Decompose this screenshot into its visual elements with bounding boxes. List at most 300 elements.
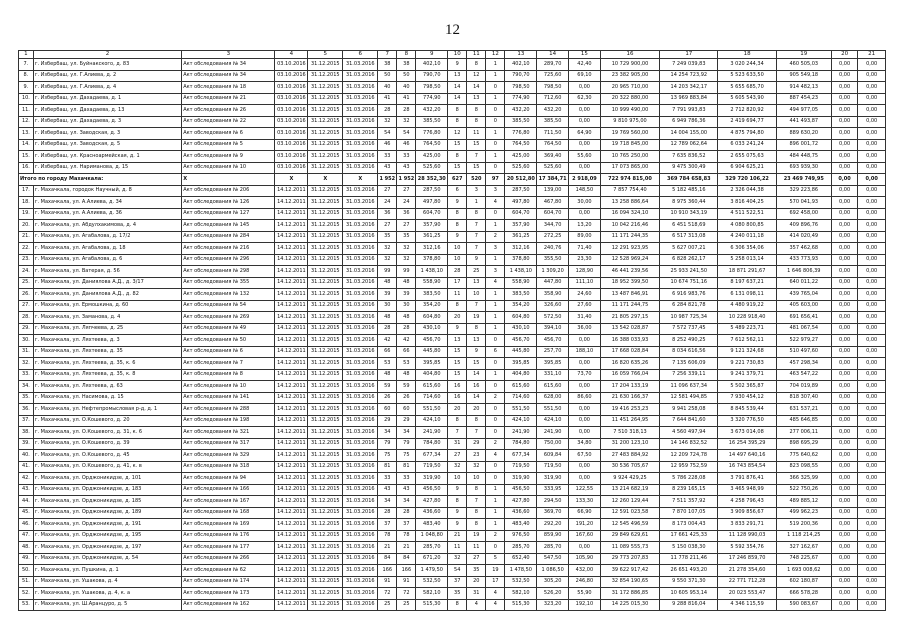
table-cell: 20 512,80 <box>505 174 537 186</box>
table-cell: 887 454,23 <box>776 93 831 105</box>
table-cell: 0,00 <box>858 438 886 450</box>
table-cell: 719,50 <box>416 461 448 473</box>
table-cell: 15 <box>467 162 486 174</box>
table-cell: 24,60 <box>569 289 601 301</box>
table-cell: 49. <box>19 553 34 565</box>
table-cell: 32. <box>19 358 34 370</box>
table-cell: 39 622 917,42 <box>600 565 659 577</box>
table-cell: 10 042 216,46 <box>600 220 659 232</box>
table-cell: 64,90 <box>569 128 601 140</box>
table-cell: 1 <box>486 484 505 496</box>
table-cell: 31.03.2016 <box>343 105 378 117</box>
table-cell: 776,80 <box>416 128 448 140</box>
table-cell: 570 041,93 <box>776 197 831 209</box>
table-cell: 558,90 <box>416 277 448 289</box>
table-row <box>19 346 886 358</box>
table-cell: 32 <box>467 461 486 473</box>
table-cell: 31.03.2016 <box>343 128 378 140</box>
table-cell: 0,00 <box>831 519 857 531</box>
table-cell: 0,00 <box>831 128 857 140</box>
table-cell: 31.03.2016 <box>343 93 378 105</box>
table-cell: Акт обследования № 174 <box>182 576 275 588</box>
table-cell: 9 924 429,25 <box>600 473 659 485</box>
table-cell: 27 <box>378 185 397 197</box>
table-cell: 27 483 884,92 <box>600 450 659 462</box>
table-cell: 0,00 <box>831 553 857 565</box>
table-cell: 11 128 990,03 <box>718 530 776 542</box>
table-cell: 0,00 <box>858 335 886 347</box>
table-cell: Акт обследования № 145 <box>182 220 275 232</box>
table-row <box>19 93 886 105</box>
table-cell: 402,10 <box>505 59 537 71</box>
table-cell: 40 <box>378 82 397 94</box>
table-cell: 0,00 <box>858 162 886 174</box>
table-cell: 4 <box>486 197 505 209</box>
table-cell: 14.12.2011 <box>275 427 308 439</box>
table-cell: 31.03.2016 <box>343 392 378 404</box>
table-cell: 976,50 <box>505 530 537 542</box>
table-cell: 4 <box>486 277 505 289</box>
table-cell: 292,20 <box>537 519 569 531</box>
table-cell: 21 278 354,60 <box>718 565 776 577</box>
table-cell: 5 786 228,08 <box>660 473 718 485</box>
table-cell: 0,00 <box>858 208 886 220</box>
table-cell: 4 258 796,43 <box>718 496 776 508</box>
table-cell: 14.12.2011 <box>275 346 308 358</box>
table-cell: 483,40 <box>505 519 537 531</box>
table-cell: 21 630 166,37 <box>600 392 659 404</box>
table-cell: 17 384,71 <box>537 174 569 186</box>
table-cell: 329 720 106,22 <box>718 174 776 186</box>
table-cell: 30,00 <box>569 197 601 209</box>
table-cell: г. Махачкала, ул. Агабалова, д. 17/2 <box>33 231 181 243</box>
table-cell: 48. <box>19 542 34 554</box>
table-cell: 31.03.2016 <box>343 231 378 243</box>
table-cell: 31.12.2015 <box>308 404 343 416</box>
table-cell: 31.03.2016 <box>343 599 378 611</box>
table-cell: 03.10.2016 <box>275 139 308 151</box>
table-cell: 46 441 239,56 <box>600 266 659 278</box>
table-cell: 331,10 <box>537 369 569 381</box>
table-cell: 414 020,49 <box>776 231 831 243</box>
table-cell: 20 965 710,00 <box>600 82 659 94</box>
table-cell: 294,50 <box>537 496 569 508</box>
table-cell: 60 <box>378 404 397 416</box>
table-cell: г. Махачкала, ул. О.Кошевого, д. 31, к. 6 <box>33 427 181 439</box>
table-cell: 31.03.2016 <box>343 438 378 450</box>
table-cell: Акт обследования № 6 <box>182 128 275 140</box>
table-cell: 28 <box>397 105 416 117</box>
table-cell: 11 096 637,34 <box>660 381 718 393</box>
table-cell: Акт обследования № 9 <box>182 151 275 163</box>
table-cell: 0,00 <box>831 300 857 312</box>
table-cell: 42 <box>378 335 397 347</box>
table-cell: 898 695,29 <box>776 438 831 450</box>
table-cell: 34,80 <box>569 438 601 450</box>
table-cell: 31.12.2015 <box>308 151 343 163</box>
table-cell: 0,00 <box>858 82 886 94</box>
table-cell: 12 291 923,95 <box>600 243 659 255</box>
table-cell: 03.10.2016 <box>275 70 308 82</box>
table-cell: 604,80 <box>505 312 537 324</box>
table-cell: 7 870 107,05 <box>660 507 718 519</box>
table-cell: 432,00 <box>569 565 601 577</box>
table-cell: 5 592 354,76 <box>718 542 776 554</box>
table-cell: 31.03.2016 <box>343 588 378 600</box>
table-cell: 14 254 723,92 <box>660 70 718 82</box>
table-row <box>19 369 886 381</box>
table-cell: 43 <box>397 162 416 174</box>
table-cell: 0,00 <box>858 565 886 577</box>
table-cell: 677,34 <box>505 450 537 462</box>
table-cell: 4 346 115,59 <box>718 599 776 611</box>
table-cell: 22. <box>19 243 34 255</box>
table-cell: 439 765,04 <box>776 289 831 301</box>
table-cell: 9 <box>448 484 467 496</box>
table-cell: 0,00 <box>858 59 886 71</box>
table-cell: 515,30 <box>505 599 537 611</box>
table-cell: 5 258 013,14 <box>718 254 776 266</box>
table-cell: 17 <box>486 576 505 588</box>
table-cell: 37 <box>448 576 467 588</box>
table-cell: 430,10 <box>505 323 537 335</box>
table-cell: 0,00 <box>858 381 886 393</box>
table-cell: 0,00 <box>858 530 886 542</box>
table-cell: 0,00 <box>858 369 886 381</box>
table-cell: 8 <box>467 507 486 519</box>
column-number: 20 <box>831 51 857 59</box>
table-cell: 31.12.2015 <box>308 473 343 485</box>
table-row <box>19 162 886 174</box>
table-cell: 666 578,28 <box>776 588 831 600</box>
table-cell: 31.03.2016 <box>343 473 378 485</box>
table-cell: 31.12.2015 <box>308 82 343 94</box>
table-cell: 31.03.2016 <box>343 484 378 496</box>
table-cell: 0,00 <box>831 565 857 577</box>
table-cell: Акт обследования № 296 <box>182 254 275 266</box>
table-cell: 9 <box>448 507 467 519</box>
table-cell: 19 <box>467 530 486 542</box>
table-cell: г. Избербаш, ул. Заводская, д. 3 <box>33 128 181 140</box>
table-cell: 14.12.2011 <box>275 266 308 278</box>
table-cell: 18. <box>19 197 34 209</box>
table-cell: 31.03.2016 <box>343 254 378 266</box>
table-cell: 627 <box>448 174 467 186</box>
table-cell: 3 909 856,67 <box>718 507 776 519</box>
table-cell: 42. <box>19 473 34 485</box>
table-cell: 510 497,60 <box>776 346 831 358</box>
table-cell: 28 <box>378 105 397 117</box>
table-cell: 32 <box>378 243 397 255</box>
table-cell: г. Махачкала, ул. О.Кошевого, д. 41, к. в <box>33 461 181 473</box>
table-cell: 0,00 <box>858 220 886 232</box>
table-cell: 7 <box>467 496 486 508</box>
table-cell: Акт обследования № 177 <box>182 542 275 554</box>
table-cell: 31.12.2015 <box>308 220 343 232</box>
table-cell: 9 221 730,83 <box>718 358 776 370</box>
table-cell: 54 <box>397 128 416 140</box>
table-cell: 59 <box>397 381 416 393</box>
table-cell: 590 083,67 <box>776 599 831 611</box>
table-cell: 5 182 485,16 <box>660 185 718 197</box>
table-cell: 240,76 <box>537 243 569 255</box>
table-cell: 31.12.2015 <box>308 530 343 542</box>
table-cell: 0,00 <box>831 254 857 266</box>
column-number: 1 <box>19 51 34 59</box>
table-cell: 31.12.2015 <box>308 427 343 439</box>
table-cell: 14.12.2011 <box>275 243 308 255</box>
table-cell: г. Махачкала, ул. Орджоникидзе, д. 197 <box>33 542 181 554</box>
table-cell: 0,00 <box>858 496 886 508</box>
table-cell: 3 465 948,99 <box>718 484 776 496</box>
table-cell: 0 <box>486 335 505 347</box>
table-cell: 9 <box>448 519 467 531</box>
table-cell: 432,20 <box>416 105 448 117</box>
table-cell: 366 325,99 <box>776 473 831 485</box>
table-cell: 0,00 <box>831 151 857 163</box>
table-cell: 558,90 <box>505 277 537 289</box>
table-cell: г. Махачкала, ул. Ватерая, д. 56 <box>33 266 181 278</box>
table-cell: 483,40 <box>416 519 448 531</box>
table-cell: 0,00 <box>831 277 857 289</box>
table-cell: 30 <box>378 300 397 312</box>
table-row <box>19 70 886 82</box>
table-cell: 7 256 339,11 <box>660 369 718 381</box>
table-cell: 99 <box>397 266 416 278</box>
table-cell: 31.12.2015 <box>308 369 343 381</box>
table-cell: 395,85 <box>505 358 537 370</box>
table-row <box>19 312 886 324</box>
table-cell: 1 309,20 <box>537 266 569 278</box>
total-row <box>19 174 886 186</box>
table-cell: 859,90 <box>537 530 569 542</box>
table-cell: 0,00 <box>831 450 857 462</box>
table-cell: 15 <box>467 139 486 151</box>
table-cell: 31.12.2015 <box>308 93 343 105</box>
table-cell: X <box>308 174 343 186</box>
table-cell: 29 <box>397 415 416 427</box>
table-cell: 0,00 <box>569 82 601 94</box>
table-cell: 9 <box>467 254 486 266</box>
table-cell: 489 885,12 <box>776 496 831 508</box>
table-cell: 9 <box>448 59 467 71</box>
table-cell: г. Махачкала, ул. Орджоникидзе, д. 101 <box>33 473 181 485</box>
table-cell: X <box>275 174 308 186</box>
table-cell: 0,00 <box>569 404 601 416</box>
table-cell: 7 511 357,92 <box>660 496 718 508</box>
table-cell: 0,00 <box>831 599 857 611</box>
table-cell: 652,40 <box>505 553 537 565</box>
table-cell: 16 388 033,93 <box>600 335 659 347</box>
table-cell: 2 419 694,77 <box>718 116 776 128</box>
table-cell: 31.03.2016 <box>343 151 378 163</box>
table-cell: 383,50 <box>505 289 537 301</box>
table-cell: 460 505,03 <box>776 59 831 71</box>
column-number: 11 <box>467 51 486 59</box>
table-cell: 12 <box>467 70 486 82</box>
table-cell: 14 225 015,30 <box>600 599 659 611</box>
table-cell: 896 001,72 <box>776 139 831 151</box>
table-cell: 38 <box>378 59 397 71</box>
table-cell: г. Махачкала, ул. Орджоникидзе, д. 195 <box>33 530 181 542</box>
table-cell: 10 <box>467 473 486 485</box>
table-cell: 42,40 <box>569 59 601 71</box>
table-cell: 31.03.2016 <box>343 496 378 508</box>
table-cell: 572,50 <box>537 312 569 324</box>
table-cell: 1 <box>486 70 505 82</box>
table-cell: 463 547,22 <box>776 369 831 381</box>
table-cell: 378,80 <box>505 254 537 266</box>
table-cell: 532,50 <box>416 576 448 588</box>
table-cell: 1 438,10 <box>416 266 448 278</box>
table-cell: 719,50 <box>505 461 537 473</box>
table-row <box>19 300 886 312</box>
table-cell: 1 693 008,62 <box>776 565 831 577</box>
table-cell: 441 493,87 <box>776 116 831 128</box>
table-cell: 31.03.2016 <box>343 369 378 381</box>
table-cell: 31.03.2016 <box>343 59 378 71</box>
table-cell: 1 <box>486 519 505 531</box>
table-cell: 31.03.2016 <box>343 300 378 312</box>
table-cell: г. Махачкала, ул. Ермошкина, д. 60 <box>33 300 181 312</box>
table-cell: 7 572 737,45 <box>660 323 718 335</box>
table-cell: 6 517 313,08 <box>660 231 718 243</box>
table-cell: 16. <box>19 162 34 174</box>
table-cell: Акт обследования № 132 <box>182 289 275 301</box>
table-cell: 6 131 098,11 <box>718 289 776 301</box>
table-cell: г. Махачкала, ул. Даниялова А.Д., д. 3/17 <box>33 277 181 289</box>
table-cell: 26 651 493,20 <box>660 565 718 577</box>
table-cell: 13 <box>467 335 486 347</box>
table-row <box>19 59 886 71</box>
table-cell: 20 023 553,47 <box>718 588 776 600</box>
table-cell: 20 322 880,00 <box>600 93 659 105</box>
table-cell: 21 <box>378 542 397 554</box>
table-cell: 86,60 <box>569 392 601 404</box>
table-cell: 8 <box>467 116 486 128</box>
table-cell: Акт обследования № 169 <box>182 519 275 531</box>
table-cell: 775 640,62 <box>776 450 831 462</box>
table-row <box>19 542 886 554</box>
table-cell: 1 438,10 <box>505 266 537 278</box>
table-row <box>19 381 886 393</box>
table-cell: 0,00 <box>831 105 857 117</box>
table-cell: 312,16 <box>416 243 448 255</box>
table-cell: 55,60 <box>569 151 601 163</box>
table-cell: 31.12.2015 <box>308 162 343 174</box>
table-cell: 404,80 <box>505 369 537 381</box>
table-cell: 0,00 <box>858 599 886 611</box>
table-cell: 15 <box>448 139 467 151</box>
table-cell: Акт обследования № 355 <box>182 277 275 289</box>
table-cell: 378,80 <box>416 254 448 266</box>
table-cell: 31.03.2016 <box>343 220 378 232</box>
table-cell: 11 <box>448 289 467 301</box>
table-cell: 0 <box>486 116 505 128</box>
total-label: Итого по городу Махачкала: <box>19 174 182 186</box>
table-cell: 1 479,50 <box>416 565 448 577</box>
table-cell: 30. <box>19 335 34 347</box>
table-cell: г. Махачкала, ул. Ляхтеева, д. 35 <box>33 346 181 358</box>
table-cell: г. Махачкала, ул. Ляхтеева, д. 63 <box>33 381 181 393</box>
table-cell: 0 <box>486 542 505 554</box>
table-cell: 35 <box>467 565 486 577</box>
table-cell: 28 <box>397 323 416 335</box>
table-cell: г. Махачкала, ул. Ляхтеева, д. 35, к. 8 <box>33 369 181 381</box>
table-cell: Акт обследования № 198 <box>182 415 275 427</box>
table-cell: 9 <box>448 231 467 243</box>
table-cell: 12 545 496,59 <box>600 519 659 531</box>
table-cell: 31.03.2016 <box>343 530 378 542</box>
table-cell: 427,80 <box>505 496 537 508</box>
table-cell: 17. <box>19 185 34 197</box>
table-cell: г. Избербаш, ул. Буйнакского, д. 83 <box>33 59 181 71</box>
table-cell: Акт обследования № 298 <box>182 266 275 278</box>
table-cell: 4 080 800,85 <box>718 220 776 232</box>
table-cell: 19 <box>467 312 486 324</box>
table-cell: 354,20 <box>416 300 448 312</box>
table-cell: 9 550 371,30 <box>660 576 718 588</box>
table-cell: 81 <box>378 461 397 473</box>
table-cell: 97 <box>486 174 505 186</box>
table-cell: 0,00 <box>569 358 601 370</box>
table-cell: 0,00 <box>831 59 857 71</box>
table-cell: 10. <box>19 93 34 105</box>
table-cell: 551,50 <box>537 404 569 416</box>
table-cell: 7 <box>467 151 486 163</box>
table-cell: 31.03.2016 <box>343 139 378 151</box>
table-cell: 111,10 <box>569 277 601 289</box>
table-cell: 16 254 395,29 <box>718 438 776 450</box>
table-cell: 7 791 993,83 <box>660 105 718 117</box>
table-cell: 14.12.2011 <box>275 358 308 370</box>
table-cell: 14 004 155,00 <box>660 128 718 140</box>
table-cell: г. Махачкала, ул. Ш.Аранцуро, д. 5 <box>33 599 181 611</box>
table-cell: 31.03.2016 <box>343 404 378 416</box>
table-cell: 357,90 <box>505 220 537 232</box>
table-cell: Акт обследования № 22 <box>182 116 275 128</box>
table-cell: 40. <box>19 450 34 462</box>
table-cell: 1 <box>486 507 505 519</box>
table-cell: 03.10.2016 <box>275 116 308 128</box>
table-cell: 405 603,00 <box>776 300 831 312</box>
column-number: 16 <box>600 51 659 59</box>
table-cell: 32 854 190,65 <box>600 576 659 588</box>
table-cell: 432,20 <box>537 105 569 117</box>
table-cell: 6 828 262,17 <box>660 254 718 266</box>
table-cell: 0,00 <box>858 139 886 151</box>
table-cell: 1 048,80 <box>416 530 448 542</box>
table-cell: 18 871 291,67 <box>718 266 776 278</box>
table-cell: 31.03.2016 <box>343 565 378 577</box>
column-number: 7 <box>378 51 397 59</box>
table-cell: 8 <box>448 496 467 508</box>
table-cell: г. Махачкала, ул. О.Кошевого, д. 39 <box>33 438 181 450</box>
table-cell: 16 <box>448 392 467 404</box>
table-cell: 6 451 518,69 <box>660 220 718 232</box>
table-cell: г. Махачкала, городок Научный, д. 8 <box>33 185 181 197</box>
table-cell: 6 284 821,78 <box>660 300 718 312</box>
table-cell: 456,70 <box>537 335 569 347</box>
table-cell: 31.03.2016 <box>343 312 378 324</box>
table-cell: 776,80 <box>505 128 537 140</box>
table-cell: 21. <box>19 231 34 243</box>
table-cell: 15 <box>448 369 467 381</box>
table-cell: 188,10 <box>569 346 601 358</box>
table-cell: 8 <box>467 208 486 220</box>
table-cell: 0,00 <box>831 243 857 255</box>
table-cell: 602 180,87 <box>776 576 831 588</box>
